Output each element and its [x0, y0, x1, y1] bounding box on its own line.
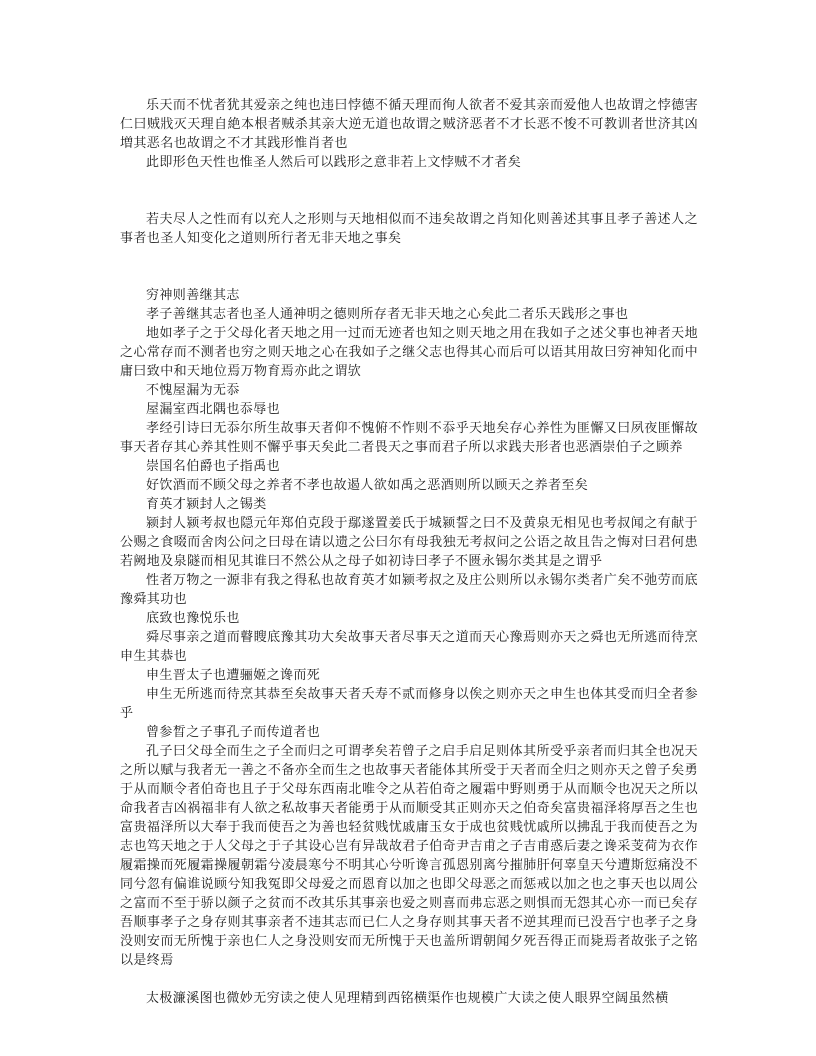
paragraph: 申生晋太子也遭骊姬之谗而死 — [146, 668, 321, 683]
paragraph-gap — [120, 172, 698, 191]
paragraph: 孝子善继其志者也圣人通神明之德则所存者无非天地之心矣此二者乐天践形之事也 — [146, 307, 629, 322]
paragraph: 若夫尽人之性而有以充人之形则与天地相似而不违矣故谓之肖知化则善述其事且孝子善述人之事者也圣人知变化之道则所行者无非天地之事矣 — [120, 212, 698, 246]
paragraph-gap — [120, 970, 698, 989]
paragraph: 地如孝子之于父母化者天地之用一过而无迹者也知之则天地之用在我如子之述父事也神者天地之心常存而不测者也穷之则天地之心在我如子之继父志也得其心而后可以语其用故曰穷神知化而中庸曰致中和天地位焉万物育焉亦此之谓欤 — [120, 326, 698, 379]
paragraph-gap — [120, 267, 698, 286]
paragraph-gap — [120, 248, 698, 267]
section-heading: 不愧屋漏为无忝 — [146, 383, 240, 398]
paragraph: 此即形色天性也惟圣人然后可以践形之意非若上文悖贼不才者矣 — [146, 155, 522, 170]
paragraph: 孝经引诗曰无忝尔所生故事天者仰不愧俯不怍则不忝乎天地矣存心养性为匪懈又曰夙夜匪懈故事天者存其心养其性则不懈乎事天矣此二者畏天之事而君子所以求践夫形者也恶酒崇伯子之顾养 — [120, 421, 698, 455]
paragraph: 屋漏室西北隅也忝辱也 — [146, 402, 281, 417]
paragraph-gap — [120, 191, 698, 210]
paragraph: 曾参晳之子事孔子而传道者也 — [146, 725, 321, 740]
paragraph: 孔子曰父母全而生之子全而归之可谓孝矣若曾子之启手启足则体其所受乎亲者而归其全也况天之所以赋与我者无一善之不备亦全而生之也故事天者能体其所受于天者而全归之则亦天之曾子矣勇于从而顺令者伯奇也且子于父母东西南北唯令之从若伯奇之履霜中野则勇于从而顺令也况天之所以命我者吉凶祸福非有人欲之私故事天者能勇于从而顺受其正则亦天之伯奇矣富贵福泽将厚吾之生也富贵福泽所以大奉于我而使吾之为善也轻贫贱忧戚庸玉女于成也贫贱忧戚所以拂乱于我而使吾之为志也笃天地之于人父母之于子其设心岂有异哉故君子伯奇尹吉甫之子吉甫惑后妻之谗采芰荷为衣作履霜操而死履霜操履朝霜兮凌晨寒兮不明其心兮听谗言孤恩别离兮摧肺肝何辜皇天兮遭斯愆痛没不同兮忽有偏谁说顾兮知我冤即父母爱之而恩育以加之也即父母恶之而惩戒以加之也之事天也以周公之富而不至于骄以颜子之贫而不改其乐其事亲也爱之则喜而弗忘恶之则惧而无怨其心亦一而已矣存吾顺事孝子之身存则其事亲者不违其志而已仁人之身存则其事天者不逆其理而已没吾宁也孝子之身没则安而无所愧于亲也仁人之身没则安而无所愧于天也盖所谓朝闻夕死吾得正而毙焉者故张子之铭以是终焉 — [120, 744, 698, 968]
paragraph: 乐天而不忧者犹其爱亲之纯也违曰悖德不循天理而徇人欲者不爱其亲而爱他人也故谓之悖德害仁曰贼戕灭天理自絶本根者贼杀其亲大逆无道也故谓之贼济恶者不才长恶不悛不可教训者世济其凶増其恶名也故谓之不才其践形惟肖者也 — [120, 98, 698, 151]
paragraph: 底致也豫悦乐也 — [146, 611, 240, 626]
document-body — [120, 96, 698, 1008]
paragraph: 好饮酒而不顾父母之养者不孝也故遏人欲如禹之恶酒则所以顾天之养者至矣 — [146, 478, 589, 493]
paragraph: 颍封人颍考叔也隠元年郑伯克段于鄢遂置姜氏于城颍誓之曰不及黄泉无相见也考叔闻之有献于公赐之食啜而舍肉公问之曰母在请以遗之公曰尔有母我独无考叔问之公语之故且告之悔对曰君何患若阙地及泉隧而相见其谁曰不然公从之母子如初诗曰孝子不匮永锡尔类其是之谓乎 — [120, 516, 698, 569]
paragraph: 崇国名伯爵也子指禹也 — [146, 459, 281, 474]
paragraph: 舜尽事亲之道而瞽瞍底豫其功大矣故事天者尽事天之道而天心豫焉则亦天之舜也无所逃而待烹申生其恭也 — [120, 630, 698, 664]
paragraph: 性者万物之一源非有我之得私也故育英才如颍考叔之及庄公则所以永锡尔类者广矣不弛劳而底豫舜其功也 — [120, 573, 698, 607]
paragraph: 申生无所逃而待烹其恭至矣故事天者夭寿不贰而修身以俟之则亦天之申生也体其受而归全者参乎 — [120, 687, 698, 721]
section-heading: 育英才颍封人之锡类 — [146, 497, 267, 512]
section-heading: 穷神则善继其志 — [146, 288, 240, 303]
paragraph: 太极濂溪图也微妙无穷读之使人见理精到西铭横渠作也规模广大读之使人眼界空阔虽然横 — [146, 991, 669, 1006]
